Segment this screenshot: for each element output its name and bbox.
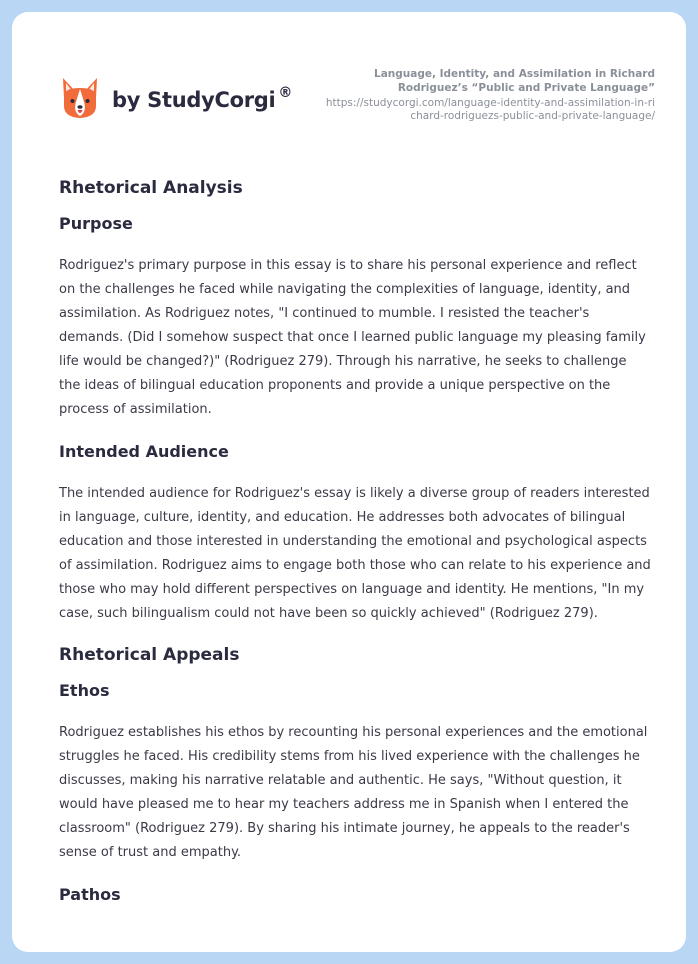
subheading-intended-audience: Intended Audience: [59, 442, 229, 461]
article-body: [59, 172, 651, 907]
studycorgi-logo[interactable]: [60, 76, 292, 120]
subheading-purpose: Purpose: [59, 214, 133, 233]
paragraph-purpose: Rodriguez's primary purpose in this essay is to share his personal experience and reflect on the challenges he faced while navigating the complexities of language, identity, and assimilation. As Rodriguez notes, "I continued to mumble. I resisted the teacher's demands. (Did I somehow suspect that once I learned public language my pleasing family life would be changed?)" (Rodriguez 279). Through his narrative, he seeks to challenge the ideas of bilingual education proponents and provide a unique perspective on the process of assimilation.: [59, 258, 646, 417]
logo-wordmark: [112, 85, 293, 112]
paragraph-intended-audience: The intended audience for Rodriguez's essay is likely a diverse group of readers interested in language, culture, identity, and education. He addresses both advocates of bilingual education and those interested in understanding the emotional and psychological aspects of assimilation. Rodriguez aims to engage both those who can relate to his experience and those who may hold different perspectives on language and identity. He mentions, "In my case, such bilingualism could not have been so quickly achieved" (Rodriguez 279).: [59, 486, 651, 621]
corgi-logo-icon: [60, 76, 100, 120]
logo-text: by StudyCorgi: [112, 88, 276, 112]
document-title: Language, Identity, and Assimilation in Richard Rodriguez’s “Public and Private Language”: [374, 68, 655, 94]
header: [12, 12, 686, 162]
subheading-pathos: Pathos: [59, 885, 121, 904]
paragraph-ethos: Rodriguez establishes his ethos by recounting his personal experiences and the emotional struggles he faced. His credibility stems from his lived experience with the challenges he discusses, making his narrative relatable and authentic. He says, "Without question, it would have pleased me to hear my teachers address me in Spanish when I entered the classroom" (Rodriguez 279). By sharing his intimate journey, he appeals to the reader's sense of trust and empathy.: [59, 725, 648, 860]
document-url[interactable]: https://studycorgi.com/language-identity-and-assimilation-in-richard-rodriguezs-public-and-private-language/: [325, 97, 655, 122]
subheading-ethos: Ethos: [59, 681, 110, 700]
document-meta: [325, 67, 655, 123]
page-card: [12, 12, 686, 952]
registered-mark: ®: [278, 85, 293, 101]
section-heading-rhetorical-analysis: Rhetorical Analysis: [59, 178, 243, 198]
section-heading-rhetorical-appeals: Rhetorical Appeals: [59, 645, 240, 665]
